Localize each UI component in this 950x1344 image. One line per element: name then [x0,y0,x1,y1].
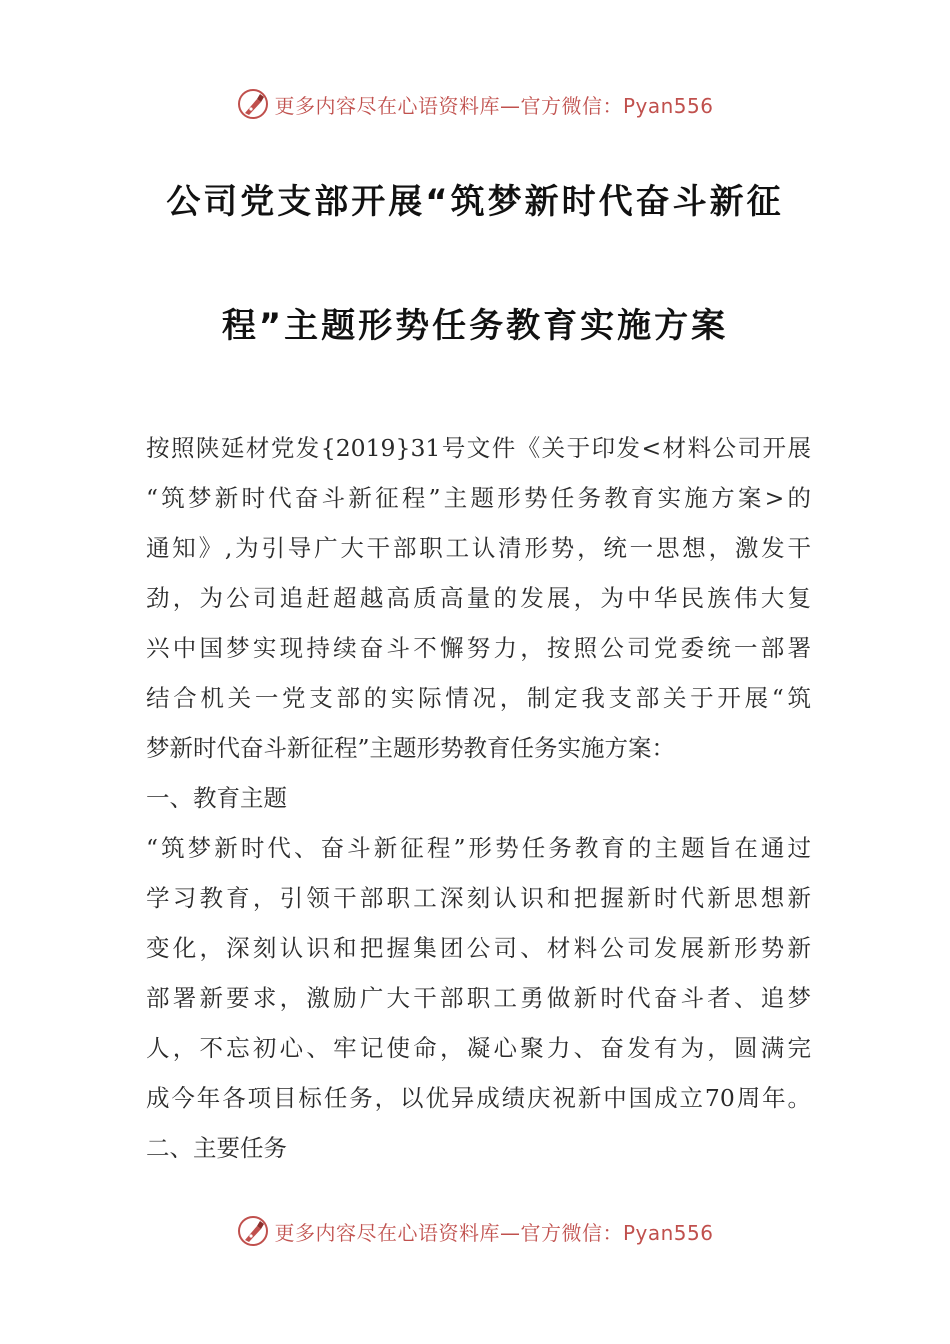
banner-contact: 官方微信：Pyan556 [520,1220,714,1245]
body-line: 学习教育，引领干部职工深刻认识和把握新时代新思想新 [146,884,811,912]
document-title-line-2: 程”主题形势任务教育实施方案 [221,306,729,346]
body-line: 通知》,为引导广大干部职工认清形势，统一思想，激发干 [146,534,811,562]
pen-nib-icon [236,1214,270,1248]
banner-text [274,90,713,119]
section-heading: 二、主要任务 [146,1134,287,1162]
body-line: 兴中国梦实现持续奋斗不懈努力，按照公司党委统一部署 [146,634,811,662]
body-line: 部署新要求，激励广大干部职工勇做新时代奋斗者、追梦 [146,984,811,1012]
body-line: “筑梦新时代奋斗新征程”主题形势任务教育实施方案>的 [146,484,811,512]
banner-separator: — [499,1220,521,1245]
body-line: 梦新时代奋斗新征程”主题形势教育任务实施方案： [146,734,676,762]
body-line: “筑梦新时代、奋斗新征程”形势任务教育的主题旨在通过 [146,834,811,862]
banner-main-text: 更多内容尽在心语资料库 [274,93,500,118]
body-line: 结合机关一党支部的实际情况，制定我支部关于开展“筑 [146,684,811,712]
body-line: 按照陕延材党发{2019}31号文件《关于印发<材料公司开展 [146,434,811,462]
body-line: 人，不忘初心、牢记使命，凝心聚力、奋发有为，圆满完 [146,1034,811,1062]
pen-nib-icon [236,87,270,121]
header-banner [0,84,950,124]
document-title-line-1: 公司党支部开展“筑梦新时代奋斗新征 [166,182,784,222]
body-line: 变化，深刻认识和把握集团公司、材料公司发展新形势新 [146,934,811,962]
body-line: 成今年各项目标任务，以优异成绩庆祝新中国成立70周年。 [146,1084,811,1112]
section-heading: 一、教育主题 [146,784,287,812]
body-line: 劲，为公司追赶超越高质高量的发展，为中华民族伟大复 [146,584,811,612]
banner-main-text: 更多内容尽在心语资料库 [274,1220,500,1245]
banner-text [274,1217,713,1246]
banner-separator: — [499,93,521,118]
banner-contact: 官方微信：Pyan556 [520,93,714,118]
footer-banner [0,1211,950,1251]
